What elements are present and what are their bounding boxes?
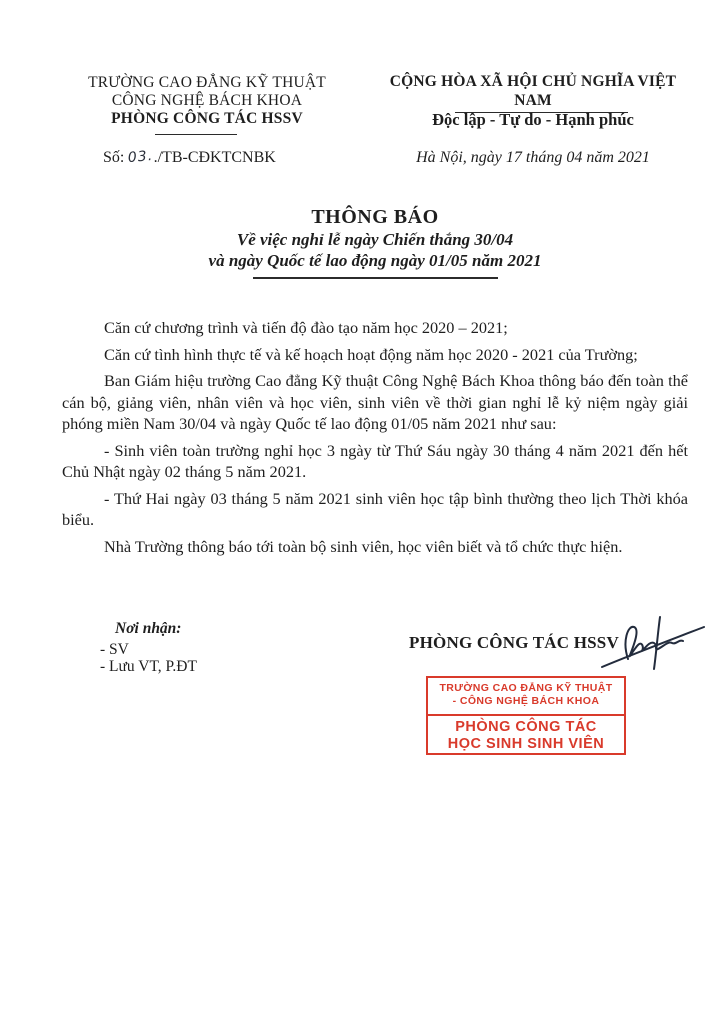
school-name-line1: TRƯỜNG CAO ĐẲNG KỸ THUẬT xyxy=(88,74,326,91)
title-divider-line xyxy=(253,277,498,279)
title-block xyxy=(62,206,688,279)
paragraph-announcement: Ban Giám hiệu trường Cao đẳng Kỹ thuật Công Nghệ Bách Khoa thông báo đến toàn thể cán bộ, giảng viên, nhân viên và học viên, sinh viên về thời gian nghỉ lễ kỷ niệm ngày giải phóng miền Nam 30/04 và ngày Quốc tế lao động 01/05 năm 2021 như sau: xyxy=(62,371,688,433)
stamp-school-name xyxy=(428,678,624,716)
document-subtitle-line1: Về việc nghỉ lễ ngày Chiến thắng 30/04 xyxy=(236,230,514,249)
motto-divider-line xyxy=(455,112,628,113)
stamp-line3: PHÒNG CÔNG TÁC xyxy=(455,719,597,735)
school-name-line2: CÔNG NGHỆ BÁCH KHOA xyxy=(111,92,303,109)
place-date-line: Hà Nội, ngày 17 tháng 04 năm 2021 xyxy=(416,149,650,166)
paragraph-resume-date: - Thứ Hai ngày 03 tháng 5 năm 2021 sinh viên học tập bình thường theo lịch Thời khóa biểu. xyxy=(62,488,688,529)
letterhead-national xyxy=(372,72,694,129)
handwritten-signature xyxy=(598,611,708,673)
signing-department-title: PHÒNG CÔNG TÁC HSSV xyxy=(409,633,619,652)
document-number-suffix: ./TB-CĐKTCNBK xyxy=(153,149,276,166)
national-title: CỘNG HÒA XÃ HỘI CHỦ NGHĨA VIỆT NAM xyxy=(389,73,677,109)
paragraph-basis-2: Căn cứ tình hình thực tế và kế hoạch hoạt động năm học 2020 - 2021 của Trường; xyxy=(104,344,638,364)
letterhead-school xyxy=(78,74,336,128)
paragraph-holiday-dates: - Sinh viên toàn trường nghỉ học 3 ngày từ Thứ Sáu ngày 30 tháng 4 năm 2021 đến hết Chủ Nhật ngày 02 tháng 5 năm 2021. xyxy=(62,440,688,481)
document-title: THÔNG BÁO xyxy=(311,206,439,228)
document-number-handwritten: 03. xyxy=(127,147,155,167)
recipients-block xyxy=(100,620,197,676)
recipient-item-luu: - Lưu VT, P.ĐT xyxy=(100,658,197,675)
stamp-line4: HỌC SINH SINH VIÊN xyxy=(447,736,605,752)
document-number-label: Số: xyxy=(103,149,125,166)
document-subtitle-line2: và ngày Quốc tế lao động ngày 01/05 năm 2021 xyxy=(208,251,542,270)
document-number xyxy=(103,149,276,167)
document-body xyxy=(62,317,688,562)
letterhead-divider-line xyxy=(155,134,237,135)
stamp-line1: TRƯỜNG CAO ĐẲNG KỸ THUẬT xyxy=(439,682,613,694)
stamp-line2: - CÔNG NGHỆ BÁCH KHOA xyxy=(452,695,600,707)
recipient-item-sv: - SV xyxy=(100,640,129,658)
paragraph-closing: Nhà Trường thông báo tới toàn bộ sinh viên, học viên biết và tổ chức thực hiện. xyxy=(104,536,623,556)
paragraph-basis-1: Căn cứ chương trình và tiến độ đào tạo năm học 2020 – 2021; xyxy=(104,318,508,337)
official-red-stamp xyxy=(426,676,626,755)
stamp-department-name xyxy=(428,716,624,753)
issuing-department: PHÒNG CÔNG TÁC HSSV xyxy=(111,110,303,127)
recipients-heading: Nơi nhận: xyxy=(115,620,182,637)
national-motto: Độc lập - Tự do - Hạnh phúc xyxy=(432,110,634,129)
